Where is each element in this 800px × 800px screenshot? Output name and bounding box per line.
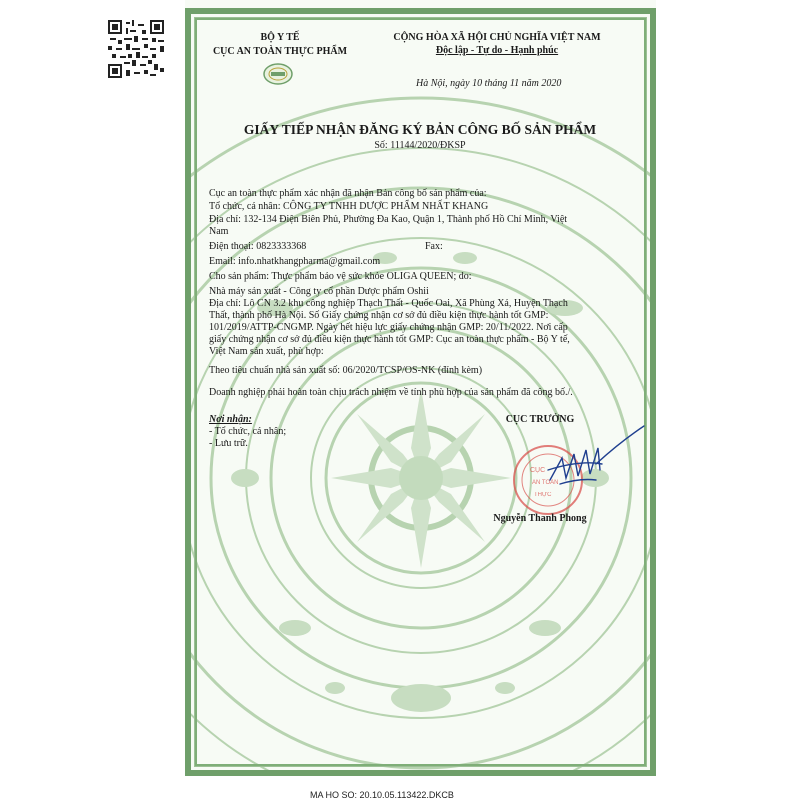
handwritten-signature <box>540 420 650 500</box>
recipient-item: - Tổ chức, cá nhân; <box>209 426 287 437</box>
record-code: MA HO SO: 20.10.05.113422.DKCB <box>310 790 454 800</box>
svg-text:THỰC: THỰC <box>534 492 552 498</box>
address-line: Địa chỉ: 132-134 Điện Biên Phủ, Phường Đa Kao, Quận 1, Thành phố Hồ Chí Minh, Việt <box>209 214 568 225</box>
responsibility-line: Doanh nghiệp phải hoàn toàn chịu trách nhiệm về tính phù hợp của sản phẩm đã công bố./. <box>209 387 573 398</box>
factory-address-1: Địa chỉ: Lô CN 3.2 khu công nghiệp Thạch Thất - Quốc Oai, Xã Phùng Xá, Huyện Thạch <box>209 298 568 309</box>
product-line: Cho sản phẩm: Thực phẩm bảo vệ sức khỏe OLIGA QUEEN; do: <box>209 271 472 282</box>
svg-text:CỤC: CỤC <box>530 467 546 474</box>
factory-address-2: Thất, thành phố Hà Nội. Số Giấy chứng nhận cơ sở đủ điều kiện thực hành tốt GMP: <box>209 310 549 321</box>
country-name: CỘNG HÒA XÃ HỘI CHỦ NGHĨA VIỆT NAM <box>393 32 601 43</box>
email-line: Email: info.nhatkhangpharma@gmail.com <box>209 256 381 267</box>
factory-address-5: Việt Nam sản xuất, phù hợp: <box>209 346 324 357</box>
svg-text:AN TOÀN: AN TOÀN <box>532 480 559 486</box>
recipient-item: - Lưu trữ. <box>209 438 248 449</box>
factory-address-3: 101/2019/ATTP-CNGMP. Ngày hết hiệu lực giấy chứng nhận GMP: 20/11/2022. Nơi cấp <box>209 322 568 333</box>
factory-line: Nhà máy sản xuất - Công ty cổ phần Dược phẩm Oshii <box>209 286 429 297</box>
organization-line: Tổ chức, cá nhân: CÔNG TY TNHH DƯỢC PHẨM NHẤT KHANG <box>209 201 489 212</box>
fax-line: Fax: <box>425 241 443 252</box>
food-safety-logo <box>263 62 293 86</box>
intro-line: Cục an toàn thực phẩm xác nhận đã nhận Bản công bố sản phẩm của: <box>209 188 487 199</box>
factory-address-4: giấy chứng nhận cơ sở đủ điều kiện thực hành tốt GMP: Cục an toàn thực phẩm - Bộ Y tế, <box>209 334 570 345</box>
address-line-cont: Nam <box>209 226 229 237</box>
qr-code <box>108 20 164 78</box>
recipients-heading: Nơi nhận: <box>209 414 252 425</box>
phone-line: Điện thoại: 0823333368 <box>209 241 307 252</box>
national-motto: Độc lập - Tự do - Hạnh phúc <box>435 45 559 56</box>
signer-role: CỤC TRƯỞNG <box>505 414 575 425</box>
issue-date: Hà Nội, ngày 10 tháng 11 năm 2020 <box>416 78 562 89</box>
signer-name: Nguyễn Thanh Phong <box>493 513 587 524</box>
standard-line: Theo tiêu chuẩn nhà sản xuất số: 06/2020/TCSP/OS-NK (đính kèm) <box>209 365 483 376</box>
document-number: Số: 11144/2020/ĐKSP <box>374 140 466 151</box>
department-name: CỤC AN TOÀN THỰC PHẨM <box>212 46 348 57</box>
ministry-name: BỘ Y TẾ <box>260 32 300 43</box>
document-title: GIẤY TIẾP NHẬN ĐĂNG KÝ BẢN CÔNG BỐ SẢN PHẨM <box>243 122 597 137</box>
